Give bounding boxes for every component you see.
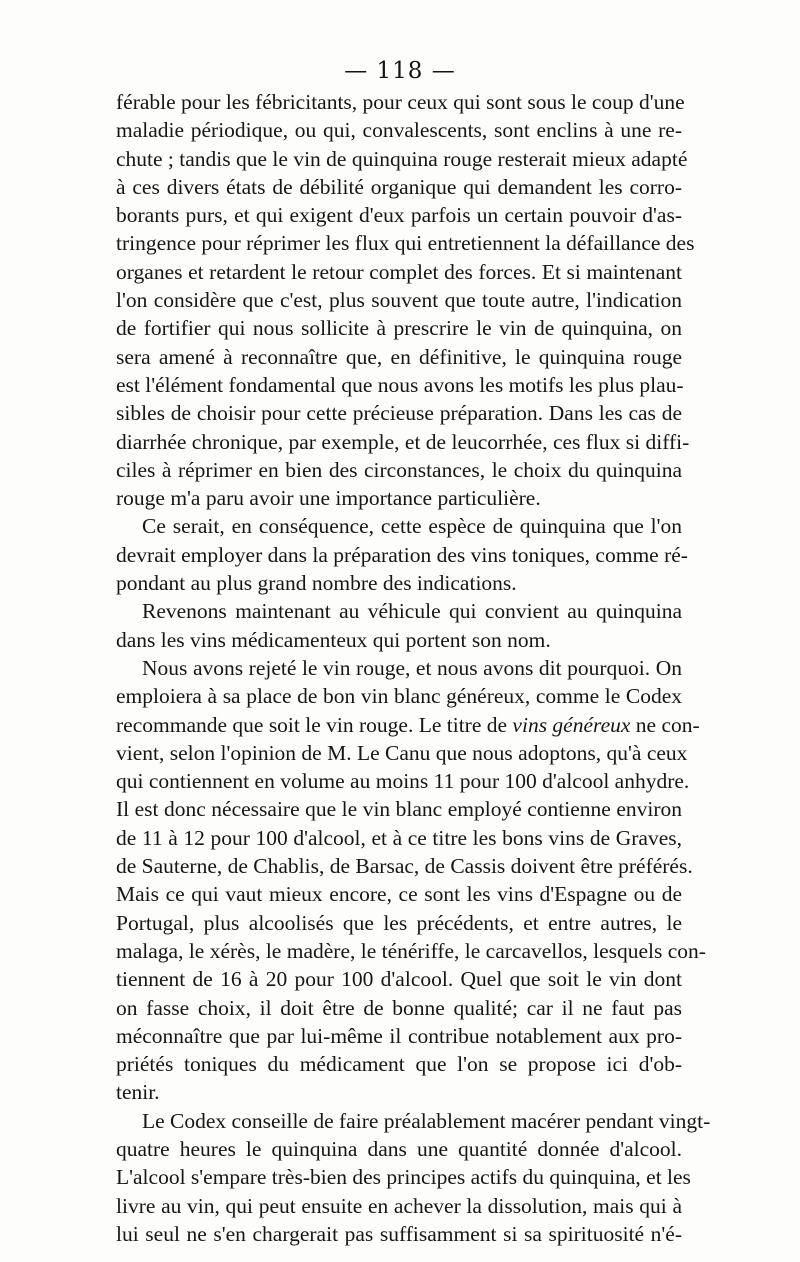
text-line: de Sauterne, de Chablis, de Barsac, de Cassis doivent être préférés. bbox=[116, 854, 693, 879]
text-line: devrait employer dans la préparation des vins toniques, comme ré- bbox=[116, 542, 688, 567]
text-line: Il est donc nécessaire que le vin blanc employé contienne environ bbox=[116, 797, 682, 822]
page-number: — 118 — bbox=[344, 58, 456, 84]
text-line: Portugal, plus alcoolisés que les précédents, et entre autres, le bbox=[116, 910, 682, 935]
text-line: lui seul ne s'en chargerait pas suffisamment si sa spirituosité n'é- bbox=[116, 1221, 682, 1246]
text-line: pondant au plus grand nombre des indications. bbox=[116, 571, 517, 596]
text-line: on fasse choix, il doit être de bonne qualité; car il ne faut pas bbox=[116, 995, 682, 1020]
text-line: vient, selon l'opinion de M. Le Canu que nous adoptons, qu'à ceux bbox=[116, 740, 688, 765]
paragraph-2 bbox=[116, 512, 688, 597]
text-line: Nous avons rejeté le vin rouge, et nous avons dit pourquoi. On bbox=[142, 655, 682, 680]
text-line: borants purs, et qui exigent d'eux parfois un certain pouvoir d'as- bbox=[116, 203, 682, 228]
text-line: méconnaître que par lui-même il contribue notablement aux pro- bbox=[116, 1023, 682, 1048]
text-line: malaga, le xérès, le madère, le ténériffe, le carcavellos, lesquels con- bbox=[116, 938, 706, 963]
text-segment: ne con- bbox=[630, 712, 700, 737]
body-text bbox=[116, 88, 711, 1248]
text-line: Revenons maintenant au véhicule qui convient au quinquina bbox=[142, 599, 682, 624]
text-line: priétés toniques du médicament que l'on se propose ici d'ob- bbox=[116, 1052, 682, 1077]
text-line: l'on considère que c'est, plus souvent que toute autre, l'indication bbox=[116, 288, 682, 313]
text-line: L'alcool s'empare très-bien des principes actifs du quinquina, et les bbox=[116, 1165, 691, 1190]
text-line: de fortifier qui nous sollicite à prescrire le vin de quinquina, on bbox=[116, 316, 682, 341]
paragraph-5 bbox=[116, 1107, 711, 1248]
text-line: diarrhée chronique, par exemple, et de leucorrhée, ces flux si diffi- bbox=[116, 429, 690, 454]
text-line: tenir. bbox=[116, 1080, 160, 1105]
text-line: tiennent de 16 à 20 pour 100 d'alcool. Quel que soit le vin dont bbox=[116, 967, 682, 992]
italic-phrase: vins généreux bbox=[512, 712, 631, 737]
text-line: quatre heures le quinquina dans une quantité donnée d'alcool. bbox=[116, 1136, 682, 1161]
paragraph-4 bbox=[116, 654, 706, 1107]
paragraph-1 bbox=[116, 88, 695, 512]
paragraph-3 bbox=[116, 597, 682, 654]
text-line: férable pour les fébricitants, pour ceux qui sont sous le coup d'une bbox=[116, 90, 685, 114]
text-line: livre au vin, qui peut ensuite en achever la dissolution, mais qui à bbox=[116, 1193, 682, 1218]
text-line: Le Codex conseille de faire préalablement macérer pendant vingt- bbox=[142, 1108, 711, 1133]
text-line: rouge m'a paru avoir une importance particulière. bbox=[116, 486, 541, 511]
text-line-with-italic bbox=[116, 711, 700, 739]
text-line: à ces divers états de débilité organique qui demandent les corro- bbox=[116, 174, 682, 199]
text-line: sera amené à reconnaître que, en définitive, le quinquina rouge bbox=[116, 344, 682, 369]
text-line: de 11 à 12 pour 100 d'alcool, et à ce titre les bons vins de Graves, bbox=[116, 825, 682, 850]
text-line: est l'élément fondamental que nous avons les motifs les plus plau- bbox=[116, 372, 684, 397]
text-line: sibles de choisir pour cette précieuse préparation. Dans les cas de bbox=[116, 401, 682, 426]
text-line: chute ; tandis que le vin de quinquina rouge resterait mieux adapté bbox=[116, 146, 688, 171]
text-line: dans les vins médicamenteux qui portent son nom. bbox=[116, 627, 551, 652]
text-line: maladie périodique, ou qui, convalescents, sont enclins à une re- bbox=[116, 118, 682, 143]
text-line: organes et retardent le retour complet des forces. Et si maintenant bbox=[116, 259, 682, 284]
text-line: Mais ce qui vaut mieux encore, ce sont les vins d'Espagne ou de bbox=[116, 882, 682, 907]
text-segment: recommande que soit le vin rouge. Le titre de bbox=[116, 712, 513, 737]
text-line: qui contiennent en volume au moins 11 pour 100 d'alcool anhydre. bbox=[116, 769, 690, 794]
text-line: emploiera à sa place de bon vin blanc généreux, comme le Codex bbox=[116, 684, 682, 709]
text-line: ciles à réprimer en bien des circonstances, le choix du quinquina bbox=[116, 457, 682, 482]
text-line: Ce serait, en conséquence, cette espèce de quinquina que l'on bbox=[142, 514, 682, 539]
text-line: tringence pour réprimer les flux qui entretiennent la défaillance des bbox=[116, 231, 695, 256]
